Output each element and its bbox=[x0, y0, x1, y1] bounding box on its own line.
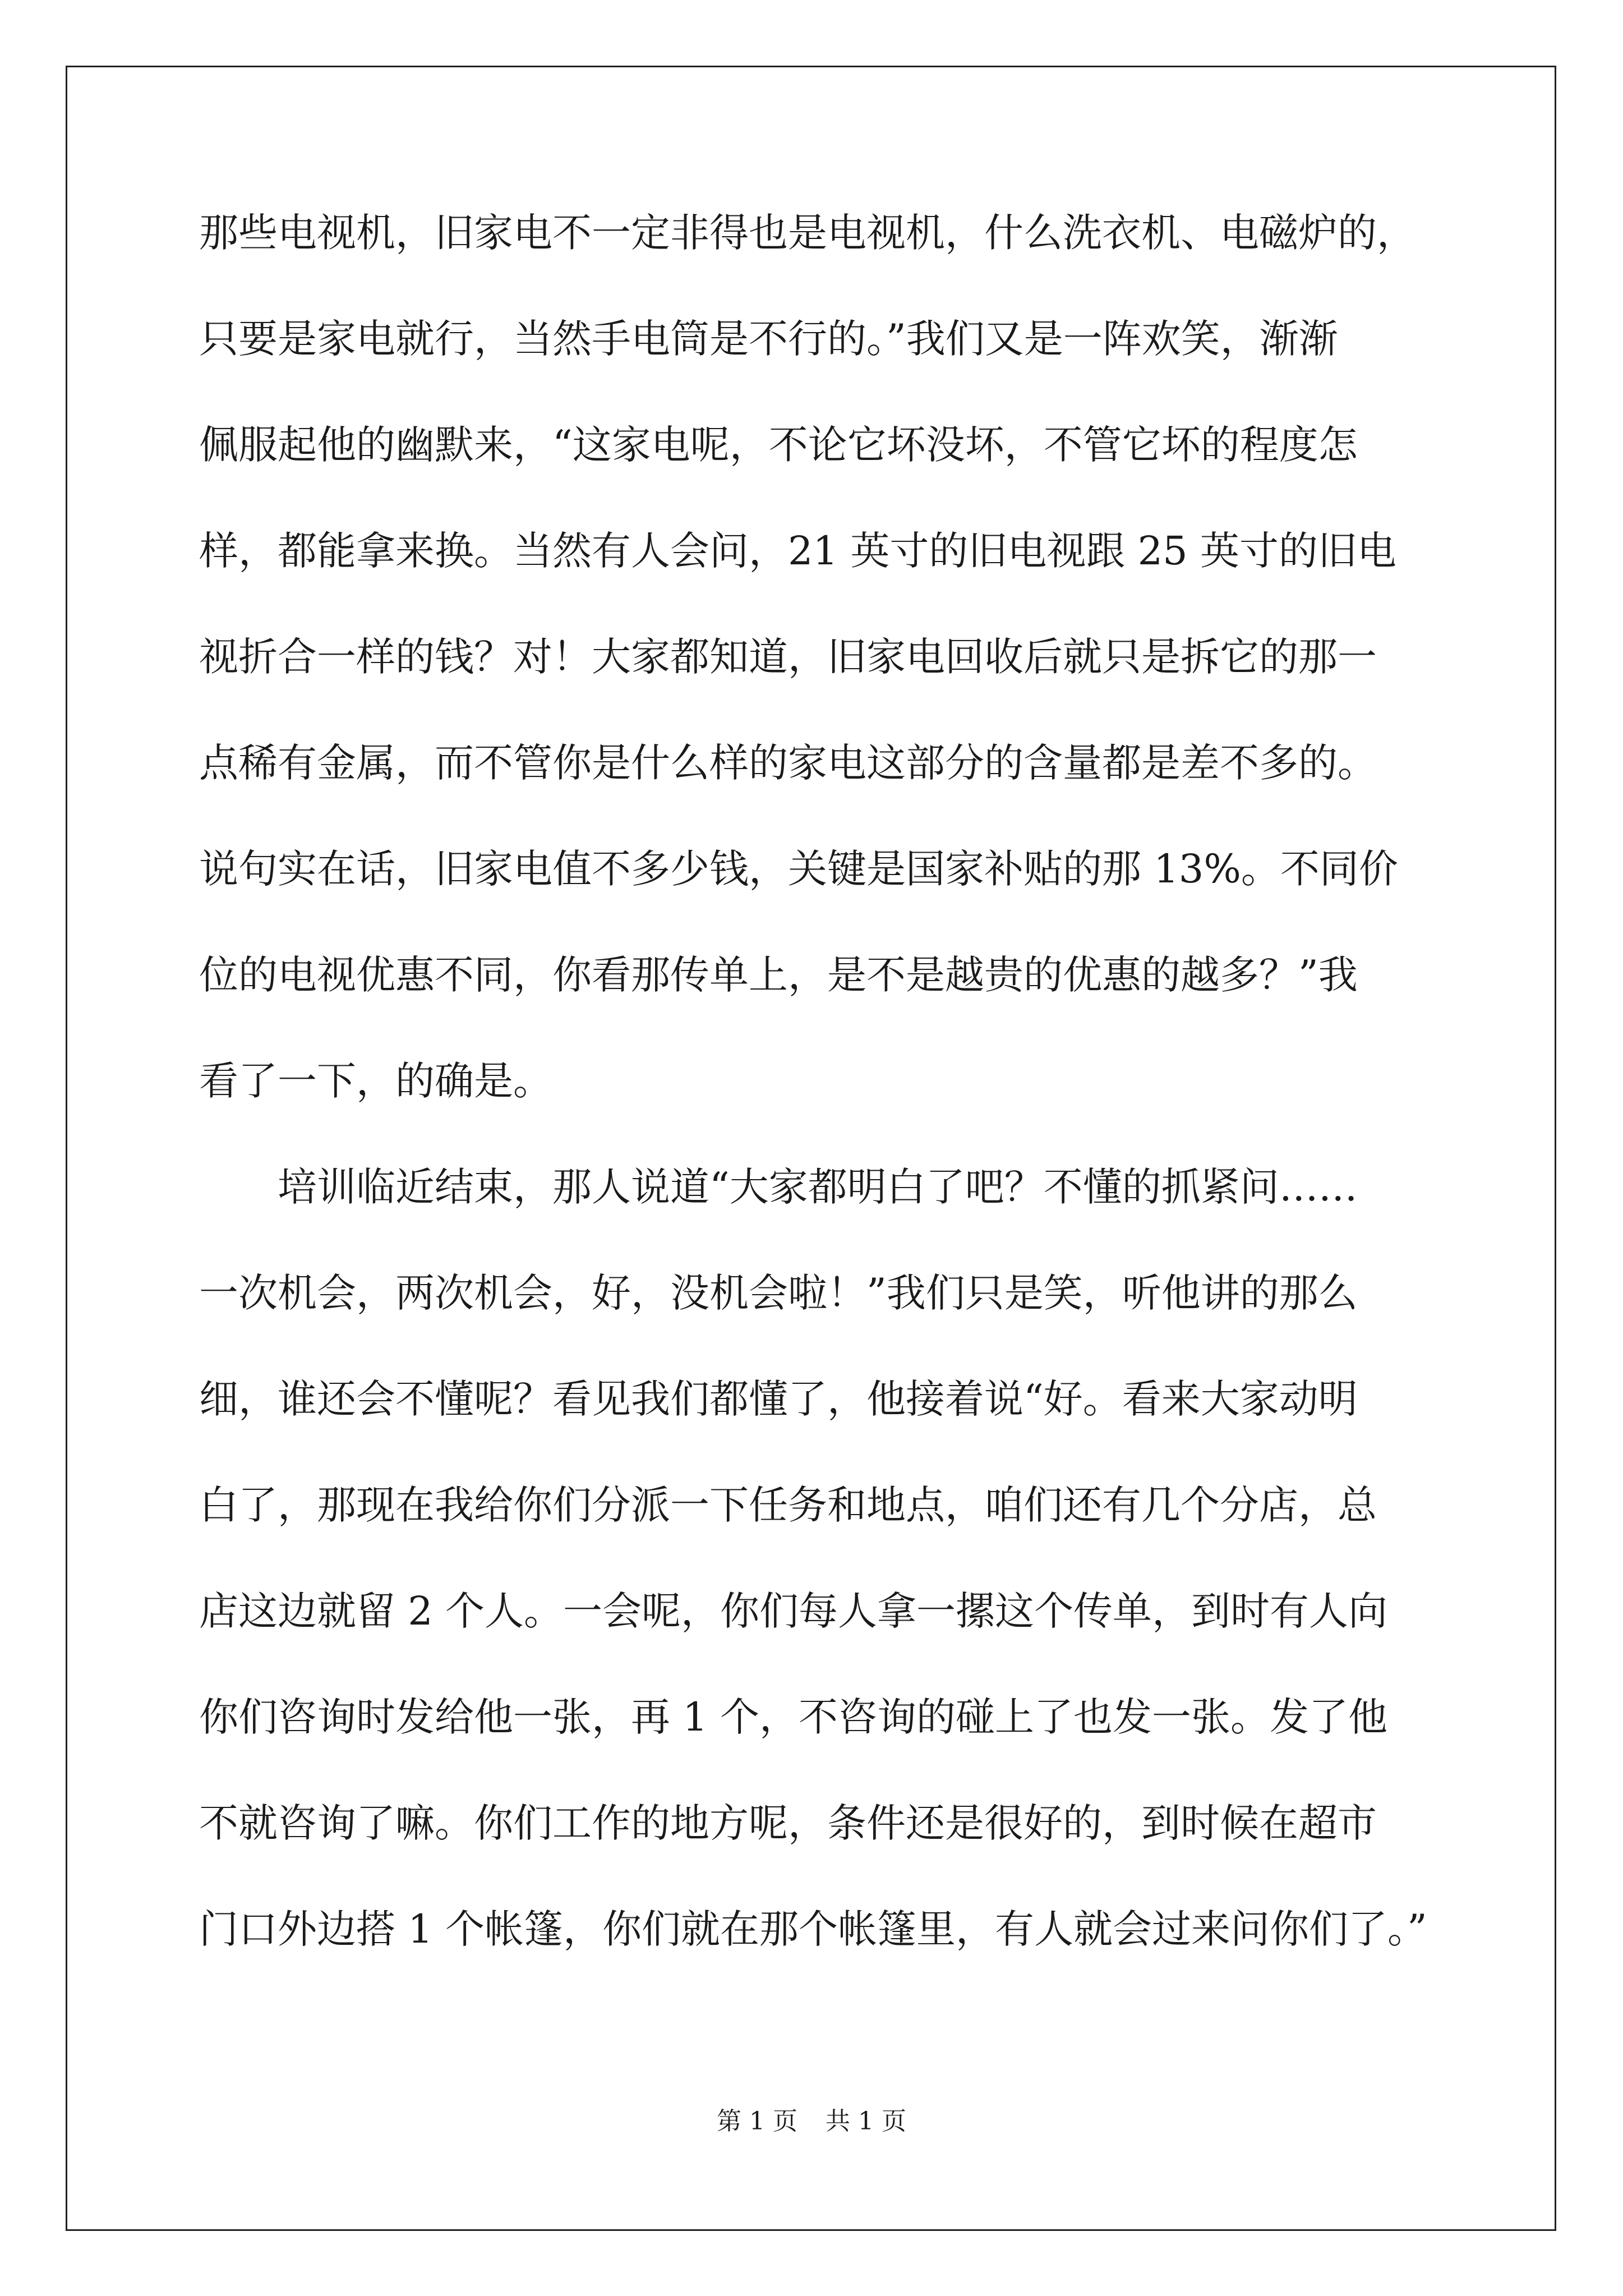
text-line: 你们咨询时发给他一张，再 1 个，不咨询的碰上了也发一张。发了他 bbox=[199, 1694, 1388, 1740]
page-total: 共 1 页 bbox=[826, 2107, 906, 2136]
text-line: 佩服起他的幽默来，“这家电呢，不论它坏没坏，不管它坏的程度怎 bbox=[199, 422, 1358, 468]
text-line: 白了，那现在我给你们分派一下任务和地点，咱们还有几个分店，总 bbox=[199, 1482, 1377, 1528]
text-line: 门口外边搭 1 个帐篷，你们就在那个帐篷里，有人就会过来问你们了。” bbox=[199, 1906, 1427, 1952]
text-line: 看了一下，的确是。 bbox=[199, 1058, 552, 1104]
text-line: 培训临近结束，那人说道“大家都明白了吧？不懂的抓紧问…… bbox=[278, 1164, 1358, 1210]
text-line: 不就咨询了嘛。你们工作的地方呢，条件还是很好的，到时候在超市 bbox=[199, 1800, 1377, 1846]
text-line: 说句实在话，旧家电值不多少钱，关键是国家补贴的那 13%。不同价 bbox=[199, 846, 1398, 892]
text-line: 店这边就留 2 个人。一会呢，你们每人拿一摞这个传单，到时有人向 bbox=[199, 1588, 1388, 1634]
text-line: 细，谁还会不懂呢？看见我们都懂了，他接着说“好。看来大家动明 bbox=[199, 1376, 1358, 1422]
text-line: 样，都能拿来换。当然有人会问，21 英寸的旧电视跟 25 英寸的旧电 bbox=[199, 528, 1396, 574]
text-line: 位的电视优惠不同，你看那传单上，是不是越贵的优惠的越多？”我 bbox=[199, 952, 1358, 998]
page-number: 第 1 页 bbox=[717, 2107, 797, 2136]
text-line: 那些电视机，旧家电不一定非得也是电视机，什么洗衣机、电磁炉的， bbox=[199, 210, 1416, 256]
page-footer bbox=[0, 2109, 1623, 2134]
text-line: 一次机会，两次机会，好，没机会啦！”我们只是笑，听他讲的那么 bbox=[199, 1270, 1358, 1316]
document-body bbox=[199, 210, 1433, 2016]
text-line: 视折合一样的钱？对！大家都知道，旧家电回收后就只是拆它的那一 bbox=[199, 634, 1377, 680]
text-line: 点稀有金属，而不管你是什么样的家电这部分的含量都是差不多的。 bbox=[199, 740, 1377, 786]
text-line: 只要是家电就行，当然手电筒是不行的。”我们又是一阵欢笑，渐渐 bbox=[199, 316, 1338, 362]
